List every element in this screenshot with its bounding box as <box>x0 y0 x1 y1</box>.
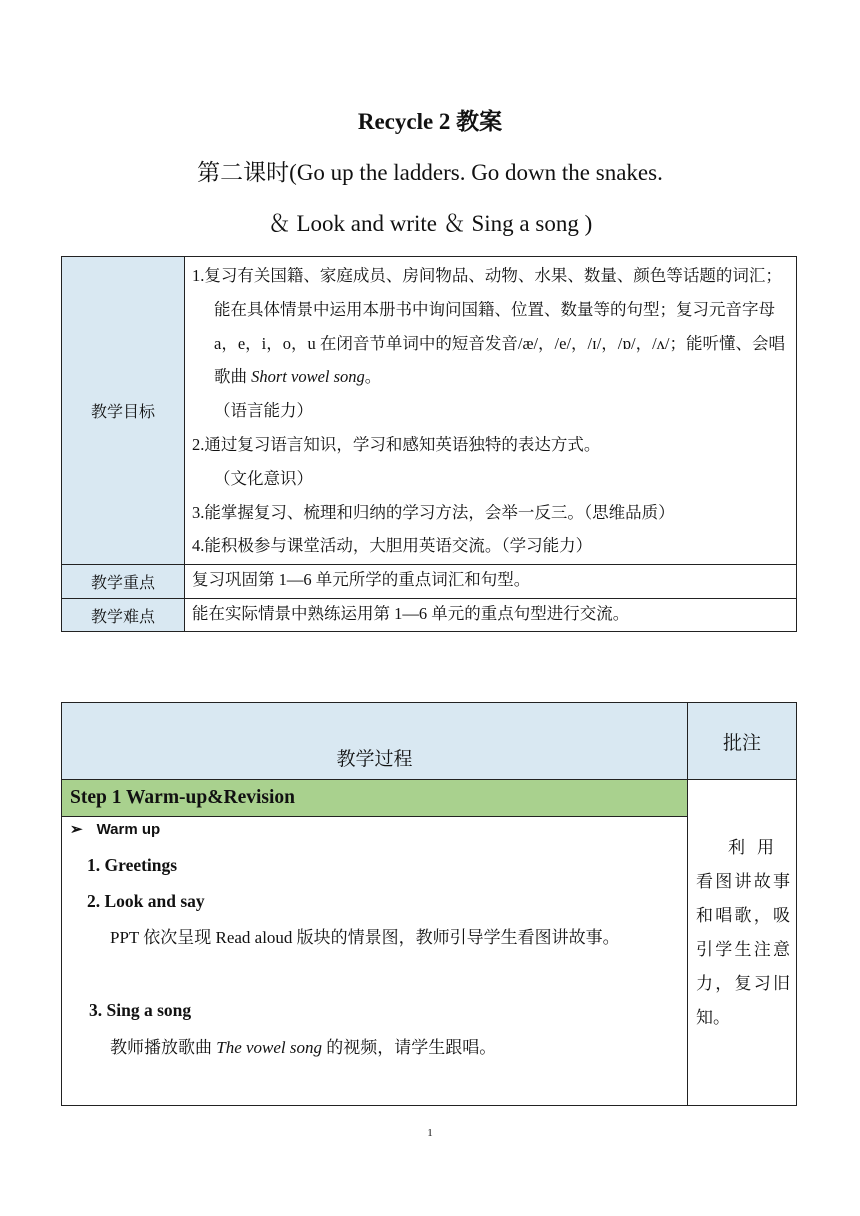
process-header-row <box>62 703 797 780</box>
step-1-note <box>688 780 797 1106</box>
difficulties-label: 教学难点 <box>62 599 185 632</box>
objectives-label: 教学目标 <box>62 257 185 565</box>
sing-desc-part2: 的视频，请学生跟唱。 <box>322 1038 497 1057</box>
notes-header: 批注 <box>688 703 797 780</box>
sing-a-song-description <box>110 1031 682 1065</box>
objective-item-1 <box>192 259 790 394</box>
warmup-heading <box>70 820 160 838</box>
process-header: 教学过程 <box>62 703 688 780</box>
objective-1-end: 。 <box>364 367 382 387</box>
activity-sing-a-song: 3. Sing a song <box>89 1000 192 1020</box>
objective-1-text: 1.复习有关国籍、家庭成员、房间物品、动物、水果、数量、颜色等话题的词汇；能在具体情景中运用本册书中询问国籍、位置、数量等的句型；复习元音字母 a，e，i，o，u 在闭音节单词中的短音发音/æ/，/e/，/ɪ/，/ɒ/，/ʌ/；能听懂、会唱歌曲 <box>192 266 785 387</box>
song-title: Short vowel song <box>251 367 365 387</box>
difficulties-content: 能在实际情景中熟练运用第 1—6 单元的重点句型进行交流。 <box>185 599 797 632</box>
sing-desc-part1: 教师播放歌曲 <box>110 1038 217 1057</box>
look-and-say-description: PPT 依次呈现 Read aloud 版块的情景图，教师引导学生看图讲故事。 <box>110 928 620 947</box>
objective-2-category: （文化意识） <box>214 468 313 488</box>
document-title: Recycle 2 教案 <box>357 109 503 134</box>
step-1-title: Step 1 Warm-up&Revision <box>62 780 688 817</box>
difficulties-row <box>62 599 797 632</box>
activity-greetings: 1. Greetings <box>87 855 178 875</box>
objectives-content <box>185 257 797 565</box>
objective-item-3: 3.能掌握复习、梳理和归纳的学习方法，会举一反三。（思维品质） <box>192 502 675 522</box>
warmup-label: Warm up <box>96 821 161 838</box>
activity-look-and-say: 2. Look and say <box>87 891 205 911</box>
key-points-label: 教学重点 <box>62 565 185 599</box>
objectives-row <box>62 257 797 565</box>
note-first-line: 利用 <box>728 837 786 857</box>
key-points-content: 复习巩固第 1—6 单元所学的重点词汇和句型。 <box>185 565 797 599</box>
arrow-bullet-icon: ➢ <box>70 821 83 838</box>
key-points-row <box>62 565 797 599</box>
objective-1-category: （语言能力） <box>214 401 313 421</box>
sing-song-title: The vowel song <box>216 1038 323 1057</box>
lesson-subtitle-continued: ＆ Look and write ＆ Sing a song ) <box>267 211 593 236</box>
lesson-subtitle: 第二课时(Go up the ladders. Go down the snakes. <box>197 160 663 185</box>
step-row <box>62 780 797 817</box>
note-text: 看图讲故事和唱歌，吸引学生注意力，复习旧知。 <box>696 871 790 1027</box>
page-number: 1 <box>427 1127 433 1139</box>
objective-item-4: 4.能积极参与课堂活动，大胆用英语交流。（学习能力） <box>192 536 593 556</box>
teaching-goals-table <box>61 256 797 632</box>
objective-item-2: 2.通过复习语言知识，学习和感知英语独特的表达方式。 <box>192 434 601 454</box>
